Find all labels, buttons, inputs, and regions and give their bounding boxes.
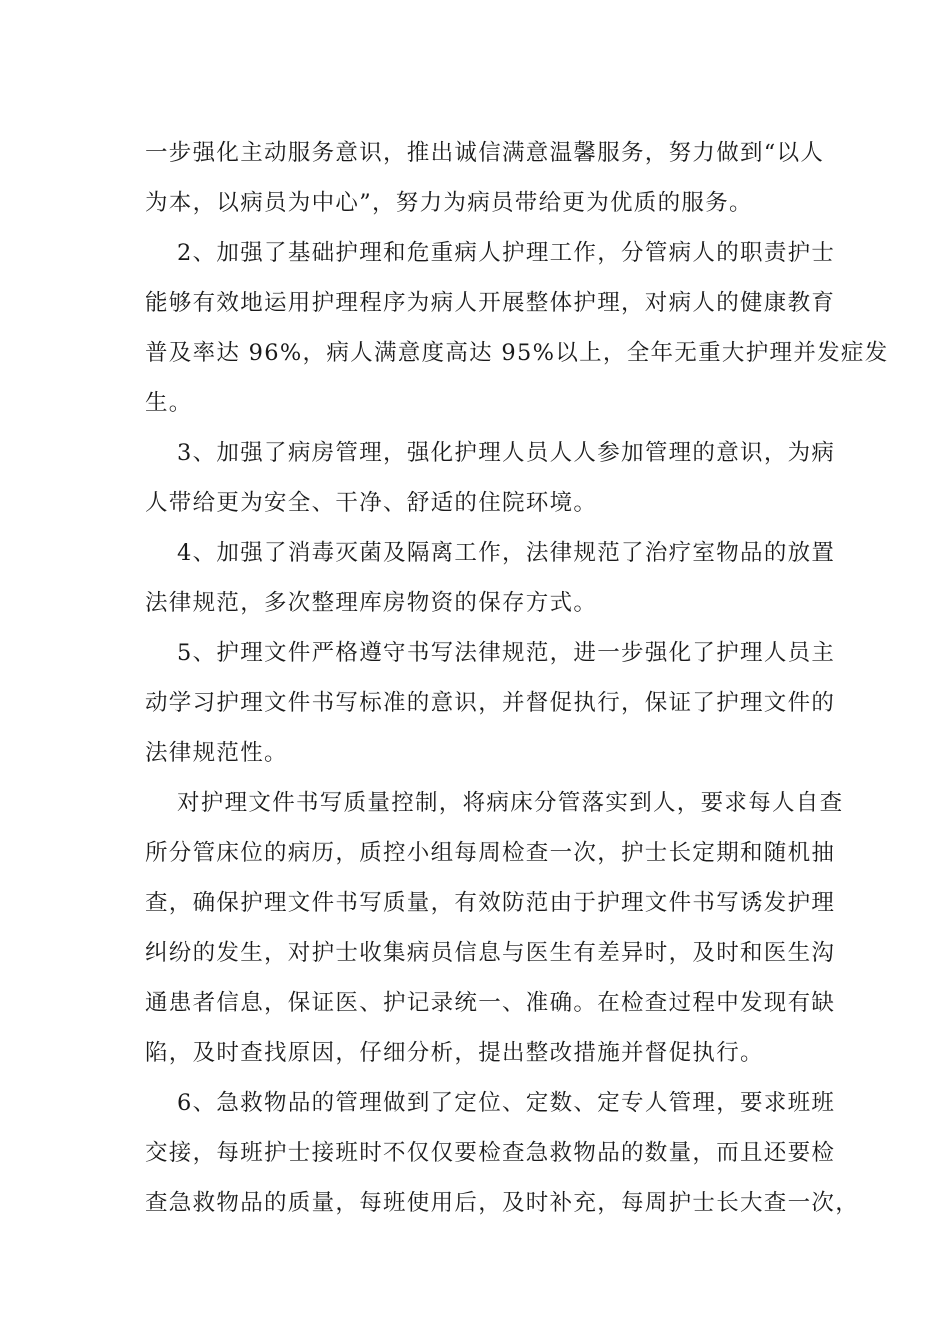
text-line: 对护理文件书写质量控制，将病床分管落实到人，要求每人自查 xyxy=(177,790,844,816)
text-line: 普及率达 96%，病人满意度高达 95%以上，全年无重大护理并发症发 xyxy=(145,340,889,366)
text-line: 6、急救物品的管理做到了定位、定数、定专人管理，要求班班 xyxy=(177,1090,836,1116)
text-line: 法律规范，多次整理库房物资的保存方式。 xyxy=(145,590,598,616)
text-line: 生。 xyxy=(145,390,193,416)
text-line: 法律规范性。 xyxy=(145,740,288,766)
paragraph-item-5 xyxy=(145,628,836,778)
paragraph-item-4 xyxy=(145,528,836,628)
text-line: 2、加强了基础护理和危重病人护理工作，分管病人的职责护士 xyxy=(177,240,836,266)
paragraph-item-6 xyxy=(145,1078,860,1228)
text-line: 陷，及时查找原因，仔细分析，提出整改措施并督促执行。 xyxy=(145,1040,764,1066)
text-line: 人带给更为安全、干净、舒适的住院环境。 xyxy=(145,490,598,516)
text-line: 3、加强了病房管理，强化护理人员人人参加管理的意识，为病 xyxy=(177,440,836,466)
text-line: 纠纷的发生，对护士收集病员信息与医生有差异时，及时和医生沟 xyxy=(145,940,836,966)
paragraph-item-3 xyxy=(145,428,836,528)
paragraph-item-2 xyxy=(145,228,889,428)
text-line: 查，确保护理文件书写质量，有效防范由于护理文件书写诱发护理 xyxy=(145,890,836,916)
text-line: 通患者信息，保证医、护记录统一、准确。在检查过程中发现有缺 xyxy=(145,990,836,1016)
text-line: 动学习护理文件书写标准的意识，并督促执行，保证了护理文件的 xyxy=(145,690,836,716)
text-line: 一步强化主动服务意识，推出诚信满意温馨服务，努力做到“以人 xyxy=(145,140,825,166)
text-line: 为本，以病员为中心”，努力为病员带给更为优质的服务。 xyxy=(145,190,753,216)
text-line: 所分管床位的病历，质控小组每周检查一次，护士长定期和随机抽 xyxy=(145,840,836,866)
text-line: 查急救物品的质量，每班使用后，及时补充，每周护士长大查一次， xyxy=(145,1190,860,1216)
text-line: 能够有效地运用护理程序为病人开展整体护理，对病人的健康教育 xyxy=(145,290,836,316)
text-line: 5、护理文件严格遵守书写法律规范，进一步强化了护理人员主 xyxy=(177,640,836,666)
document-body xyxy=(145,128,889,1228)
text-line: 交接，每班护士接班时不仅仅要检查急救物品的数量，而且还要检 xyxy=(145,1140,836,1166)
paragraph-quality-control xyxy=(145,778,844,1078)
text-line: 4、加强了消毒灭菌及隔离工作，法律规范了治疗室物品的放置 xyxy=(177,540,836,566)
paragraph-continued xyxy=(145,128,825,228)
